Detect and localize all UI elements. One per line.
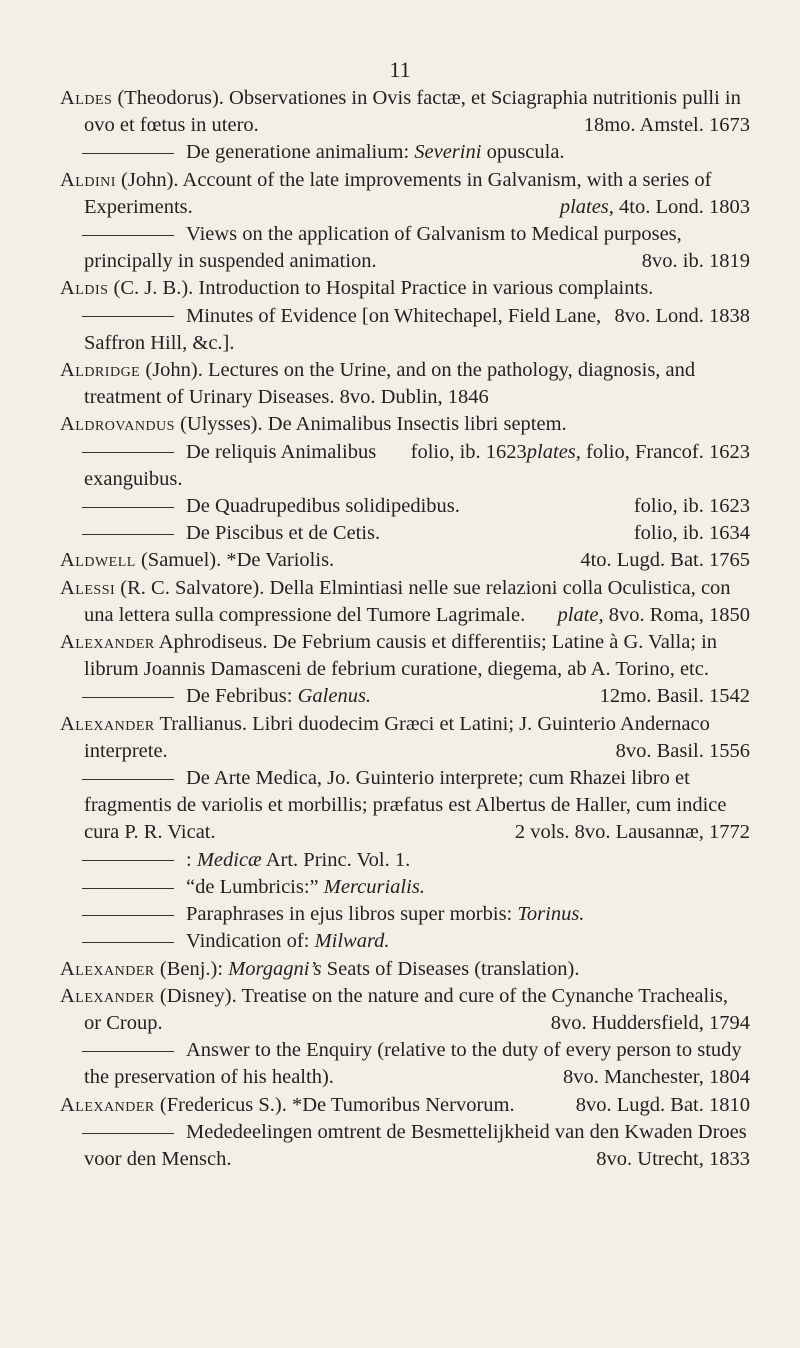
ditto-dash [82,697,174,698]
ditto-dash [82,452,174,453]
entry-aldwell: Aldwell (Samuel). *De Variolis. 4to. Lugd. Bat. 1765 [60,549,750,572]
ditto-dash [82,888,174,889]
entry-alexander-aphrodiseus-sub: De Febribus: Galenus. [60,683,750,710]
entry-pub: 18mo. Amstel. 1673 [583,114,750,137]
author-name: Aldes [60,87,113,109]
page-number: 11 [389,57,411,82]
ditto-dash [82,235,174,236]
entry-aldes-sub: De generatione animalium: Severini opuscula. [60,139,750,166]
entry-aldini-sub: Views on the application of Galvanism to Medical purposes, principally in suspended animation. 8vo. ib. 1819 [84,223,750,273]
entry-aldes: Aldes (Theodorus). Observationes in Ovis factæ, et Sciagraphia nutritionis pulli in ovo et fœtus in utero. 18mo. Amstel. 1673 [60,85,750,139]
entry-aldrovandus-sub-3: De Piscibus et de Cetis. folio, ib. 1634 [60,520,750,547]
ditto-dash [82,507,174,508]
entry-aldini: Aldini (John). Account of the late improvements in Galvanism, with a series of Experiments. plates, 4to. Lond. 1803 [60,168,750,218]
entry-alexander-trallianus-sub-2: : Medicæ Art. Princ. Vol. 1. [60,847,750,874]
entry-alexander-trallianus-sub-3: “de Lumbricis:” Mercurialis. [60,874,750,901]
ditto-dash [82,534,174,535]
ditto-dash [82,1051,174,1052]
entry-alexander-aphrodiseus: Alexander Aphrodiseus. De Febrium causis et differentiis; Latine à G. Valla; in librum Joannis Damasceni de febrium curatione, diegema, ab A. Torino, etc. 12mo. Basil. 1542 [60,631,750,708]
ditto-dash [82,942,174,943]
entry-alexander-trallianus: Alexander Trallianus. Libri duodecim Græci et Latini; J. Guinterio Andernaco interprete. 8vo. Basil. 1556 [60,712,750,762]
entry-alessi: Alessi (R. C. Salvatore). Della Elmintiasi nelle sue relazioni colla Oculistica, con una lettera sulla compressione del Tumore Lagrimale. plate, 8vo. Roma, 1850 [60,576,750,626]
entry-aldridge: Aldridge (John). Lectures on the Urine, and on the pathology, diagnosis, and treatment of Urinary Diseases. 8vo. Dublin, 1846 [60,359,696,409]
entry-aldrovandus: Aldrovandus (Ulysses). De Animalibus Insectis libri septem. plates, folio, Francof. 1623 [60,413,750,463]
entry-alexander-disney: Alexander (Disney). Treatise on the nature and cure of the Cynanche Trachealis, or Croup. 8vo. Huddersfield, 1794 [60,984,750,1034]
entry-alexander-fredericus-sub: Mededeelingen omtrent de Besmettelijkheid van den Kwaden Droes voor den Mensch. 8vo. Utrecht, 1833 [84,1120,750,1170]
ditto-dash [82,860,174,861]
ditto-dash [82,316,174,317]
entry-alexander-trallianus-sub-1: De Arte Medica, Jo. Guinterio interprete; cum Rhazei libro et fragmentis de variolis et morbillis; præfatus est Albertus de Haller, cum indice cura P. R. Vicat. 2 vols. 8vo. Lausannæ, 1772 [84,767,750,844]
ditto-dash [82,1133,174,1134]
ditto-dash [82,153,174,154]
bibliography-entries [60,85,750,1173]
entry-aldis-sub: Minutes of Evidence [on Whitechapel, Field Lane, Saffron Hill, &c.]. [84,304,602,354]
entry-alexander-benj: Alexander (Benj.): Morgagni’s Seats of Diseases (translation). [60,957,580,980]
entry-alexander-fredericus: Alexander (Fredericus S.). *De Tumoribus Nervorum. 8vo. Lugd. Bat. 1810 [60,1093,750,1116]
entry-aldrovandus-sub-1: De reliquis Animalibus exanguibus. folio, ib. 1623 [84,440,527,490]
ditto-dash [82,915,174,916]
ditto-dash [82,779,174,780]
entry-alexander-disney-sub: Answer to the Enquiry (relative to the duty of every person to study the preservation of his health). 8vo. Manchester, 1804 [84,1039,750,1089]
entry-aldis: Aldis (C. J. B.). Introduction to Hospital Practice in various complaints. 8vo. Lond. 1838 [60,277,750,327]
entry-aldrovandus-sub-2: De Quadrupedibus solidipedibus. folio, ib. 1623 [60,493,750,520]
entry-alexander-trallianus-sub-4: Paraphrases in ejus libros super morbis: Torinus. [60,901,750,928]
entry-alexander-trallianus-sub-5: Vindication of: Milward. [60,928,750,955]
